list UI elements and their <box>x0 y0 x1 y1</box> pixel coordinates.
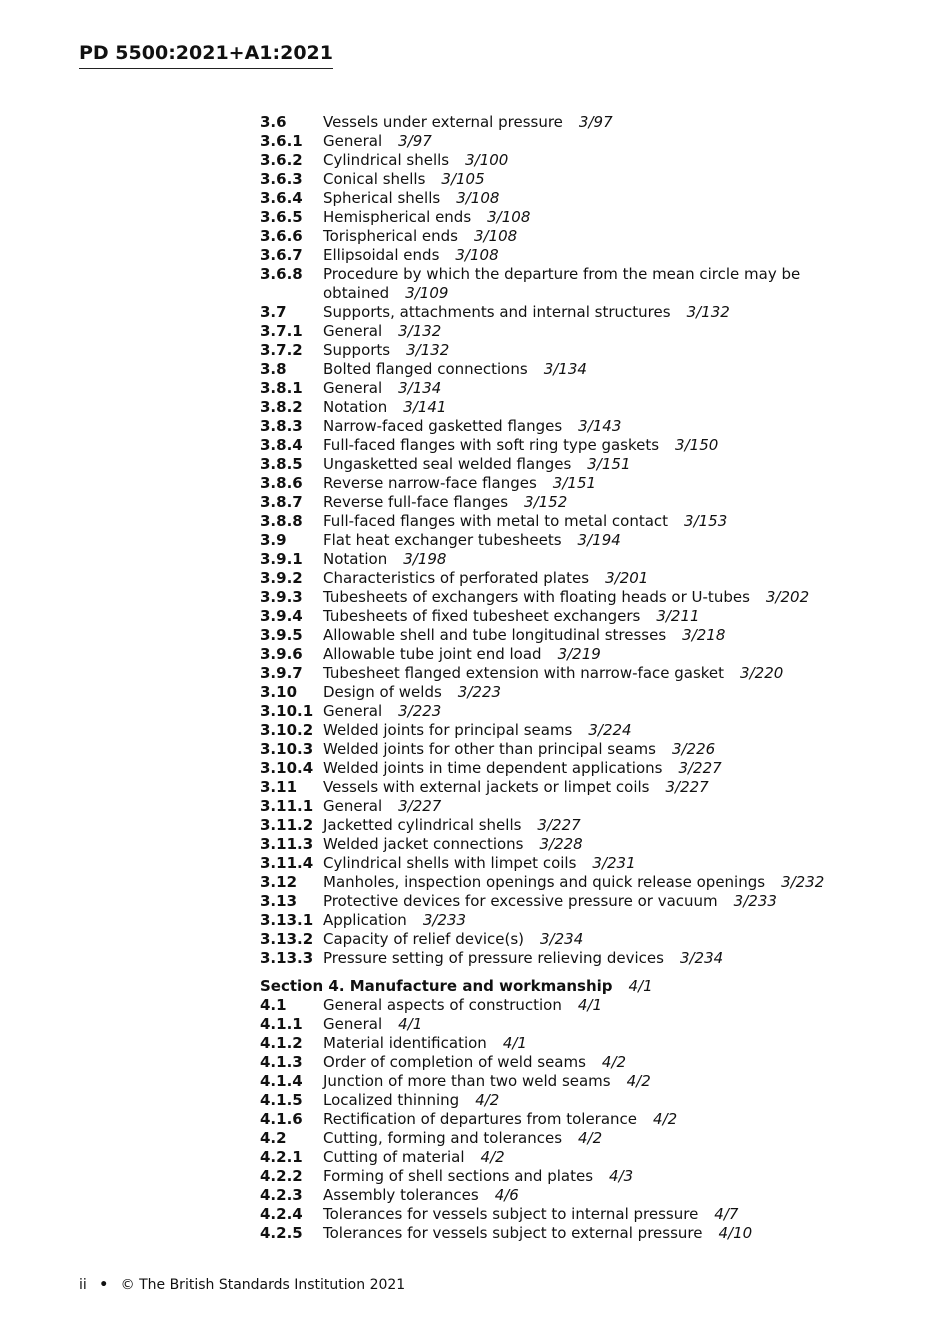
toc-entry-title: Vessels with external jackets or limpet coils <box>323 778 650 796</box>
toc-entry-label <box>323 873 830 892</box>
toc-entry-title: Pressure setting of pressure relieving devices <box>323 949 664 967</box>
toc-entry-page: 3/97 <box>398 132 432 150</box>
toc-entry-page: 3/234 <box>540 930 584 948</box>
toc-entry-page: 3/227 <box>537 816 581 834</box>
toc-entry-label <box>323 1186 830 1205</box>
toc-entry[interactable] <box>260 531 830 550</box>
toc-entry-number: 3.10.2 <box>260 721 314 739</box>
toc-entry-title: Characteristics of perforated plates <box>323 569 590 587</box>
toc-entry-page: 4/1 <box>398 1015 423 1033</box>
toc-entry-number: 3.10.3 <box>260 740 314 758</box>
toc-entry-title: Design of welds <box>323 683 442 701</box>
toc-entry-title: General <box>323 797 383 815</box>
toc-entry[interactable] <box>260 227 830 246</box>
toc-entry-label <box>323 626 830 645</box>
toc-entry-title: Bolted flanged connections <box>323 360 528 378</box>
footer-copyright: © The British Standards Institution 2021 <box>120 1277 406 1293</box>
page-footer <box>79 1276 405 1294</box>
toc-entry-title: Procedure by which the departure from the mean circle may be obtained <box>323 265 801 302</box>
toc-entry-title: General <box>323 322 383 340</box>
toc-entry-number: 3.8.7 <box>260 493 303 511</box>
toc-entry-title: Forming of shell sections and plates <box>323 1167 594 1185</box>
table-of-contents <box>260 113 830 1243</box>
toc-entry[interactable] <box>260 170 830 189</box>
toc-entry-label <box>323 911 830 930</box>
toc-entry-label <box>323 303 830 322</box>
toc-entry[interactable] <box>260 588 830 607</box>
toc-entry-title: Rectification of departures from tolerance <box>323 1110 638 1128</box>
toc-entry[interactable] <box>260 189 830 208</box>
toc-entry-page: 3/194 <box>577 531 621 549</box>
toc-entry-number: 3.9.5 <box>260 626 303 644</box>
toc-entry-number: 3.10.1 <box>260 702 314 720</box>
toc-entry-label <box>323 854 830 873</box>
toc-entry-number: 3.11.4 <box>260 854 314 872</box>
toc-entry[interactable] <box>260 1167 830 1186</box>
toc-entry-page: 3/223 <box>398 702 442 720</box>
toc-entry-page: 3/108 <box>487 208 531 226</box>
toc-entry[interactable] <box>260 1110 830 1129</box>
toc-entry[interactable] <box>260 379 830 398</box>
toc-entry[interactable] <box>260 1148 830 1167</box>
toc-entry-page: 4/1 <box>502 1034 527 1052</box>
toc-entry-title: Cutting, forming and tolerances <box>323 1129 563 1147</box>
toc-entry-page: 3/150 <box>675 436 719 454</box>
toc-entry-page: 3/152 <box>524 493 568 511</box>
toc-entry-page: 3/141 <box>403 398 447 416</box>
toc-entry-number: 4.2.5 <box>260 1224 303 1242</box>
toc-entry-label <box>323 702 830 721</box>
toc-entry-label <box>323 588 830 607</box>
toc-entry-number: 3.6.4 <box>260 189 303 207</box>
toc-entry-label <box>323 1129 830 1148</box>
toc-entry-page: 3/231 <box>592 854 636 872</box>
toc-entry-number: 3.9.7 <box>260 664 303 682</box>
toc-entry[interactable] <box>260 132 830 151</box>
toc-entry-title: Welded joints for principal seams <box>323 721 573 739</box>
toc-entry-title: Protective devices for excessive pressure or vacuum <box>323 892 718 910</box>
toc-entry-page: 3/233 <box>422 911 467 929</box>
toc-entry-number: 3.13 <box>260 892 298 910</box>
toc-entry-title: Cutting of material <box>323 1148 465 1166</box>
toc-entry-label <box>323 835 830 854</box>
toc-entry-label <box>323 322 830 341</box>
toc-entry-label <box>323 455 830 474</box>
toc-entry[interactable] <box>260 1224 830 1243</box>
toc-entry-number: 3.6.5 <box>260 208 303 226</box>
toc-entry-title: Reverse narrow-face flanges <box>323 474 537 492</box>
toc-entry[interactable] <box>260 996 830 1015</box>
toc-entry-number: 4.1.4 <box>260 1072 303 1090</box>
toc-entry[interactable] <box>260 246 830 265</box>
toc-entry[interactable] <box>260 341 830 360</box>
toc-entry-label <box>323 398 830 417</box>
toc-entry-title: Assembly tolerances <box>323 1186 479 1204</box>
toc-entry[interactable] <box>260 702 830 721</box>
toc-entry-page: 3/202 <box>765 588 810 606</box>
toc-entry-label <box>323 1110 830 1129</box>
toc-entry-label <box>323 1091 830 1110</box>
toc-entry-title: Ungasketted seal welded flanges <box>323 455 572 473</box>
toc-entry-page: 4/1 <box>577 996 602 1014</box>
toc-entry-number: 4.2.4 <box>260 1205 303 1223</box>
toc-entry-number: 3.8.3 <box>260 417 303 435</box>
toc-entry[interactable] <box>260 265 830 303</box>
toc-entry-number: 4.1.3 <box>260 1053 303 1071</box>
toc-entry-title: Welded jacket connections <box>323 835 524 853</box>
toc-entry-title: Material identification <box>323 1034 487 1052</box>
toc-entry-number: 3.11.1 <box>260 797 314 815</box>
toc-entry-label <box>323 341 830 360</box>
toc-entry-title: Welded joints for other than principal seams <box>323 740 656 758</box>
toc-entry-title: Application <box>323 911 407 929</box>
toc-entry[interactable] <box>260 759 830 778</box>
toc-entry[interactable] <box>260 835 830 854</box>
toc-entry-page: 3/232 <box>781 873 825 891</box>
toc-entry-page: 3/218 <box>682 626 726 644</box>
toc-entry-label <box>323 227 830 246</box>
toc-entry-label <box>323 189 830 208</box>
toc-entry-label <box>323 151 830 170</box>
toc-entry-label <box>323 892 830 911</box>
toc-entry-number: 4.1.5 <box>260 1091 303 1109</box>
toc-entry[interactable] <box>260 797 830 816</box>
toc-entry-page: 3/227 <box>665 778 709 796</box>
toc-entry-page: 3/134 <box>398 379 442 397</box>
toc-entry-number: 3.9.1 <box>260 550 303 568</box>
toc-entry-page: 4/7 <box>714 1205 739 1223</box>
toc-entry-page: 4/6 <box>494 1186 519 1204</box>
toc-entry[interactable] <box>260 854 830 873</box>
toc-entry-title: Notation <box>323 398 388 416</box>
toc-entry[interactable] <box>260 113 830 132</box>
toc-entry-title: Junction of more than two weld seams <box>323 1072 611 1090</box>
toc-entry-label <box>323 683 830 702</box>
toc-entry[interactable] <box>260 436 830 455</box>
toc-entry[interactable] <box>260 1015 830 1034</box>
toc-entry-number: 3.10.4 <box>260 759 314 777</box>
toc-entry-label <box>323 930 830 949</box>
toc-entry[interactable] <box>260 911 830 930</box>
toc-entry[interactable] <box>260 474 830 493</box>
toc-entry-page: 3/100 <box>465 151 509 169</box>
toc-entry-page: 4/3 <box>609 1167 634 1185</box>
toc-entry-label <box>323 246 830 265</box>
toc-entry-number: 3.8.4 <box>260 436 303 454</box>
toc-entry-number: 3.9.2 <box>260 569 303 587</box>
toc-entry-title: Full-faced flanges with metal to metal contact <box>323 512 669 530</box>
toc-entry-number: 3.11.2 <box>260 816 314 834</box>
toc-entry-label <box>323 607 830 626</box>
toc-entry-page: 3/108 <box>473 227 518 245</box>
toc-entry-page: 3/220 <box>740 664 784 682</box>
toc-entry-page: 3/132 <box>406 341 450 359</box>
toc-entry[interactable] <box>260 949 830 968</box>
toc-entry-title: Tubesheet flanged extension with narrow-face gasket <box>323 664 725 682</box>
toc-entry-title: Tolerances for vessels subject to internal pressure <box>323 1205 699 1223</box>
toc-entry-title: Narrow-faced gasketted flanges <box>323 417 563 435</box>
toc-entry-number: 4.1.1 <box>260 1015 303 1033</box>
toc-entry-number: 3.10 <box>260 683 298 701</box>
toc-section-4-heading[interactable] <box>260 977 830 996</box>
toc-entry-page: 4/2 <box>601 1053 627 1071</box>
toc-entry[interactable] <box>260 645 830 664</box>
toc-entry-title: Vessels under external pressure <box>323 113 563 131</box>
toc-entry-label <box>323 740 830 759</box>
toc-entry-title: Allowable shell and tube longitudinal stresses <box>323 626 667 644</box>
toc-entry-page: 3/97 <box>578 113 613 131</box>
toc-entry[interactable] <box>260 455 830 474</box>
toc-entry-label <box>323 1224 830 1243</box>
toc-entry[interactable] <box>260 398 830 417</box>
toc-entry-label <box>323 208 830 227</box>
toc-entry[interactable] <box>260 151 830 170</box>
toc-entry-page: 3/134 <box>543 360 587 378</box>
toc-entry-page: 3/132 <box>398 322 442 340</box>
toc-entry-title: Tolerances for vessels subject to external pressure <box>323 1224 703 1242</box>
toc-entry[interactable] <box>260 626 830 645</box>
toc-entry-number: 3.11 <box>260 778 298 796</box>
toc-entry-title: General <box>323 702 383 720</box>
toc-entry-title: General aspects of construction <box>323 996 562 1014</box>
toc-entry-title: Ellipsoidal ends <box>323 246 440 264</box>
toc-entry[interactable] <box>260 360 830 379</box>
toc-entry-label <box>323 417 830 436</box>
toc-section-4-list <box>260 996 830 1243</box>
toc-entry[interactable] <box>260 607 830 626</box>
toc-entry-title: Manholes, inspection openings and quick release openings <box>323 873 766 891</box>
toc-entry[interactable] <box>260 778 830 797</box>
toc-entry-title: Supports, attachments and internal structures <box>323 303 671 321</box>
toc-entry-number: 3.9.3 <box>260 588 303 606</box>
toc-section-4-title: Section 4. Manufacture and workmanship <box>260 977 613 995</box>
toc-entry-page: 3/108 <box>455 246 499 264</box>
toc-entry-label <box>323 569 830 588</box>
toc-entry-number: 3.13.2 <box>260 930 314 948</box>
toc-entry-label <box>323 721 830 740</box>
toc-entry-number: 3.6.7 <box>260 246 303 264</box>
toc-entry-title: Tubesheets of exchangers with floating heads or U-tubes <box>323 588 750 606</box>
toc-entry-label <box>323 645 830 664</box>
toc-entry-page: 3/233 <box>733 892 777 910</box>
toc-entry-number: 3.6.6 <box>260 227 303 245</box>
toc-entry-title: Capacity of relief device(s) <box>323 930 525 948</box>
toc-entry-page: 3/151 <box>587 455 631 473</box>
toc-entry-number: 3.8.1 <box>260 379 303 397</box>
toc-entry-page: 3/132 <box>686 303 730 321</box>
toc-entry-page: 4/2 <box>653 1110 678 1128</box>
footer-bullet: • <box>99 1277 109 1293</box>
toc-entry-page: 3/224 <box>588 721 632 739</box>
toc-entry-page: 4/2 <box>475 1091 500 1109</box>
toc-entry-title: Torispherical ends <box>323 227 458 245</box>
toc-entry[interactable] <box>260 664 830 683</box>
toc-entry-number: 3.9.6 <box>260 645 303 663</box>
toc-entry-label <box>323 1205 830 1224</box>
toc-entry-label <box>323 132 830 151</box>
toc-entry-number: 4.2.2 <box>260 1167 303 1185</box>
toc-entry-number: 3.6 <box>260 113 287 131</box>
toc-entry-title: Full-faced flanges with soft ring type gaskets <box>323 436 660 454</box>
toc-entry[interactable] <box>260 1053 830 1072</box>
toc-entry-title: Supports <box>323 341 391 359</box>
toc-entry-label <box>323 816 830 835</box>
toc-entry[interactable] <box>260 417 830 436</box>
toc-entry-page: 4/2 <box>578 1129 603 1147</box>
toc-entry-page: 3/219 <box>557 645 601 663</box>
toc-entry[interactable] <box>260 303 830 322</box>
toc-entry-label <box>323 664 830 683</box>
toc-entry-label <box>323 436 830 455</box>
toc-entry-label <box>323 759 830 778</box>
toc-entry-page: 3/228 <box>539 835 583 853</box>
toc-entry-title: Spherical shells <box>323 189 441 207</box>
toc-entry[interactable] <box>260 740 830 759</box>
toc-entry-label <box>323 113 830 132</box>
toc-entry-page: 3/108 <box>456 189 500 207</box>
toc-entry-number: 3.8.6 <box>260 474 303 492</box>
toc-entry[interactable] <box>260 683 830 702</box>
toc-entry-title: General <box>323 379 383 397</box>
toc-entry-label <box>323 170 830 189</box>
toc-entry[interactable] <box>260 1072 830 1091</box>
toc-entry-number: 3.13.3 <box>260 949 314 967</box>
toc-entry-page: 3/143 <box>578 417 622 435</box>
toc-entry-title: Welded joints in time dependent applications <box>323 759 663 777</box>
toc-entry-label <box>323 379 830 398</box>
toc-entry-title: Tubesheets of fixed tubesheet exchangers <box>323 607 641 625</box>
toc-entry-label <box>323 1167 830 1186</box>
toc-entry-number: 3.6.2 <box>260 151 303 169</box>
toc-entry-page: 3/105 <box>441 170 485 188</box>
toc-entry-label <box>323 1015 830 1034</box>
toc-entry[interactable] <box>260 816 830 835</box>
toc-entry-label <box>323 360 830 379</box>
toc-entry-number: 3.8.5 <box>260 455 303 473</box>
toc-entry-page: 3/109 <box>405 284 449 302</box>
toc-entry-label <box>323 550 830 569</box>
toc-entry-number: 4.2.3 <box>260 1186 303 1204</box>
toc-entry-label <box>323 512 830 531</box>
toc-entry-label <box>323 778 830 797</box>
toc-entry[interactable] <box>260 1091 830 1110</box>
toc-entry-page: 3/227 <box>678 759 722 777</box>
toc-entry-title: Reverse full-face flanges <box>323 493 509 511</box>
toc-entry-number: 4.2 <box>260 1129 287 1147</box>
toc-entry-number: 3.12 <box>260 873 298 891</box>
toc-entry-title: Order of completion of weld seams <box>323 1053 586 1071</box>
toc-entry-title: Notation <box>323 550 388 568</box>
toc-entry-label <box>323 1053 830 1072</box>
toc-entry[interactable] <box>260 1129 830 1148</box>
toc-entry-page: 3/211 <box>656 607 700 625</box>
toc-entry-number: 4.1 <box>260 996 287 1014</box>
toc-entry-number: 4.1.2 <box>260 1034 303 1052</box>
toc-entry-number: 3.8.8 <box>260 512 303 530</box>
toc-entry-number: 3.7.2 <box>260 341 303 359</box>
document-title: PD 5500:2021+A1:2021 <box>79 42 333 69</box>
toc-entry-number: 3.6.1 <box>260 132 303 150</box>
toc-entry-title: Cylindrical shells with limpet coils <box>323 854 577 872</box>
toc-entry-title: Hemispherical ends <box>323 208 472 226</box>
toc-entry-number: 3.9.4 <box>260 607 303 625</box>
toc-entry-page: 3/223 <box>457 683 502 701</box>
toc-entry-label <box>323 797 830 816</box>
toc-entry-title: Jacketted cylindrical shells <box>323 816 522 834</box>
toc-entry[interactable] <box>260 930 830 949</box>
toc-entry[interactable] <box>260 873 830 892</box>
toc-entry[interactable] <box>260 550 830 569</box>
toc-entry[interactable] <box>260 892 830 911</box>
toc-entry-title: Allowable tube joint end load <box>323 645 542 663</box>
toc-entry-label <box>323 474 830 493</box>
footer-page-number: ii <box>79 1277 87 1293</box>
toc-entry-title: Cylindrical shells <box>323 151 450 169</box>
toc-entry-label <box>323 531 830 550</box>
toc-entry-title: General <box>323 132 383 150</box>
toc-entry[interactable] <box>260 512 830 531</box>
toc-entry-title: Conical shells <box>323 170 426 188</box>
toc-entry-title: General <box>323 1015 383 1033</box>
toc-section-4-page: 4/1 <box>628 977 653 995</box>
toc-entry-number: 3.11.3 <box>260 835 314 853</box>
toc-entry-page: 4/10 <box>718 1224 753 1242</box>
toc-entry-page: 3/226 <box>671 740 716 758</box>
toc-entry-title: Localized thinning <box>323 1091 460 1109</box>
toc-entry-label <box>323 949 830 968</box>
toc-entry-number: 4.2.1 <box>260 1148 303 1166</box>
toc-entry[interactable] <box>260 1205 830 1224</box>
toc-entry-number: 3.8 <box>260 360 287 378</box>
toc-entry-number: 3.7 <box>260 303 287 321</box>
toc-entry-label <box>323 996 830 1015</box>
toc-entry-page: 3/153 <box>684 512 728 530</box>
toc-entry-title: Flat heat exchanger tubesheets <box>323 531 562 549</box>
toc-entry[interactable] <box>260 208 830 227</box>
toc-entry-label <box>323 265 830 303</box>
toc-entry[interactable] <box>260 493 830 512</box>
toc-entry-page: 3/227 <box>398 797 442 815</box>
toc-entry[interactable] <box>260 569 830 588</box>
toc-entry[interactable] <box>260 1186 830 1205</box>
toc-entry-number: 3.6.3 <box>260 170 303 188</box>
toc-entry-label <box>323 1034 830 1053</box>
toc-entry-number: 3.8.2 <box>260 398 303 416</box>
toc-entry[interactable] <box>260 322 830 341</box>
toc-entry-page: 3/198 <box>403 550 447 568</box>
toc-entry-page: 3/151 <box>552 474 597 492</box>
toc-entry[interactable] <box>260 721 830 740</box>
toc-entry[interactable] <box>260 1034 830 1053</box>
toc-entry-number: 4.1.6 <box>260 1110 303 1128</box>
toc-entry-number: 3.7.1 <box>260 322 303 340</box>
toc-entry-number: 3.13.1 <box>260 911 314 929</box>
toc-entry-page: 4/2 <box>480 1148 505 1166</box>
toc-entry-page: 3/234 <box>679 949 724 967</box>
toc-section-3-list <box>260 113 830 968</box>
toc-entry-page: 3/201 <box>605 569 649 587</box>
toc-entry-label <box>323 1148 830 1167</box>
toc-entry-label <box>323 493 830 512</box>
toc-entry-label <box>323 1072 830 1091</box>
toc-entry-number: 3.6.8 <box>260 265 303 283</box>
toc-entry-page: 4/2 <box>626 1072 651 1090</box>
toc-entry-number: 3.9 <box>260 531 287 549</box>
